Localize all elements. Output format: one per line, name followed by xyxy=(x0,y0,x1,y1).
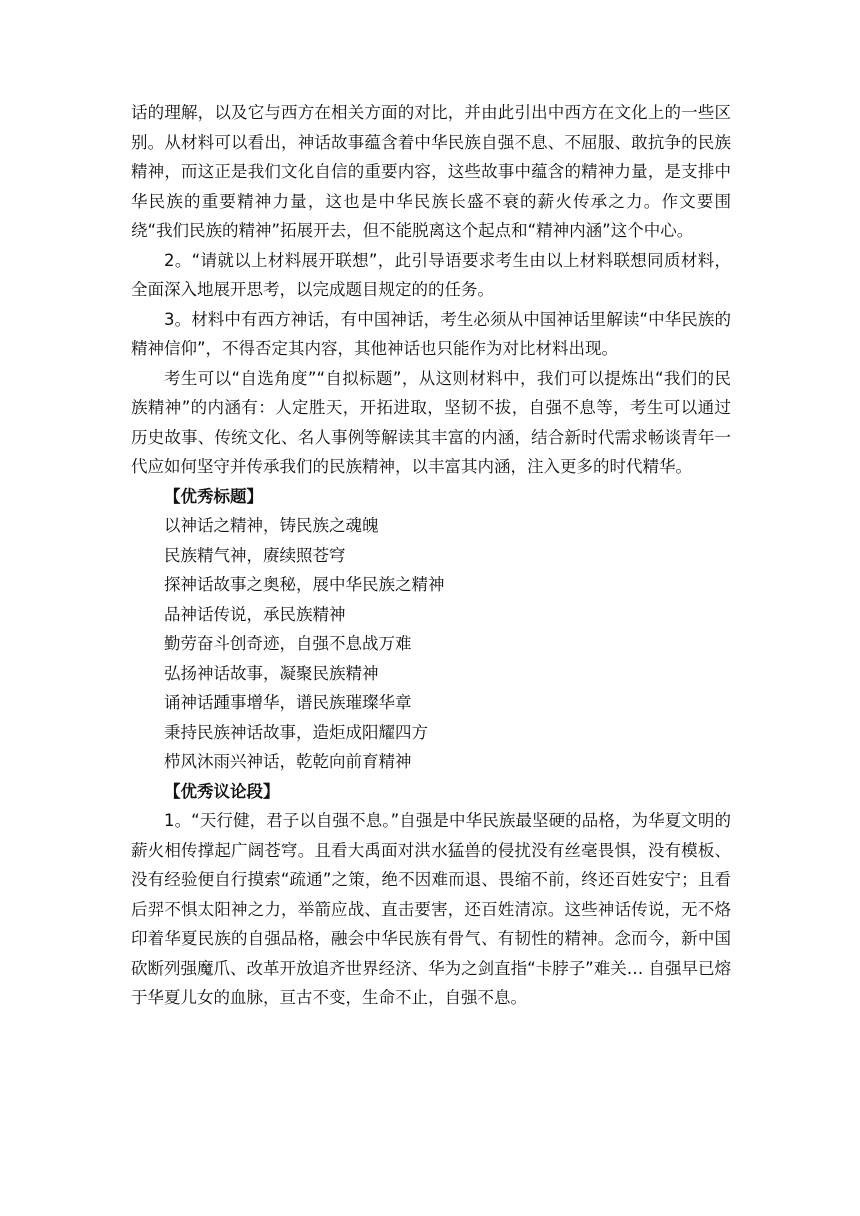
intro-paragraph-4: 考生可以“自选角度”“自拟标题”，从这则材料中，我们可以提炼出“我们的民族精神”的内涵有：人定胜天，开拓进取，坚韧不拔，自强不息等，考生可以通过历史故事、传统文化、名人事例等解读其丰富的内涵，结合新时代需求畅谈青年一代应如何坚守并传承我们的民族精神，以丰富其内涵，注入更多的时代精华。 xyxy=(131,368,731,476)
title-item: 民族精气神，赓续照苍穹 xyxy=(164,545,346,565)
argument-paragraph-1: 1。“天行健，君子以自强不息。”自强是中华民族最坚硬的品格，为华夏文明的薪火相传撑起广阔苍穹。且看大禹面对洪水猛兽的侵扰没有丝毫畏惧，没有模板、没有经验便自行摸索“疏通”之策，绝不因难而退、畏缩不前，终还百姓安宁；且看后羿不惧太阳神之力，举箭应战、直击要害，还百姓清凉。这些神话传说，无不烙印着华夏民族的自强品格，融会中华民族有骨气、有韧性的精神。念而今，新中国砍断列强魔爪、改革开放追齐世界经济、华为之剑直指“卡脖子”难关… 自强早已熔于华夏儿女的血脉，亘古不变，生命不止，自强不息。 xyxy=(131,811,731,1007)
title-item: 诵神话踵事增华，谱民族璀璨华章 xyxy=(164,693,412,712)
title-item: 品神话传说，承民族精神 xyxy=(164,604,346,624)
title-item: 探神话故事之奥秘，展中华民族之精神 xyxy=(164,575,445,594)
title-item: 栉风沐雨兴神话，乾乾向前育精神 xyxy=(164,752,412,771)
title-item: 弘扬神话故事，凝聚民族精神 xyxy=(164,663,379,683)
title-item: 以神话之精神，铸民族之魂魄 xyxy=(164,516,379,535)
title-item: 勤劳奋斗创奇迹，自强不息战万难 xyxy=(164,634,412,653)
document-page xyxy=(131,98,731,1013)
excellent-titles-heading: 【优秀标题】 xyxy=(164,486,263,506)
intro-paragraph-1: 话的理解，以及它与西方在相关方面的对比，并由此引出中西方在文化上的一些区别。从材料可以看出，神话故事蕴含着中华民族自强不息、不屈服、敢抗争的民族精神，而这正是我们文化自信的重要内容，这些故事中蕴含的精神力量，是支排中华民族的重要精神力量，这也是中华民族长盛不衰的薪火传承之力。作文要围绕“我们民族的精神”拓展开去，但不能脱离这个起点和“精神内涵”这个中心。 xyxy=(131,103,731,240)
excellent-paragraphs-heading: 【优秀议论段】 xyxy=(164,781,280,801)
title-item: 秉持民族神话故事，造炬成阳耀四方 xyxy=(164,722,428,742)
intro-paragraph-2: 2。“请就以上材料展开联想”，此引导语要求考生由以上材料联想同质材料，全面深入地展开思考，以完成题目规定的的任务。 xyxy=(131,250,731,299)
intro-paragraph-3: 3。材料中有西方神话，有中国神话，考生必须从中国神话里解读“中华民族的精神信仰”，不得否定其内容，其他神话也只能作为对比材料出现。 xyxy=(131,309,731,358)
